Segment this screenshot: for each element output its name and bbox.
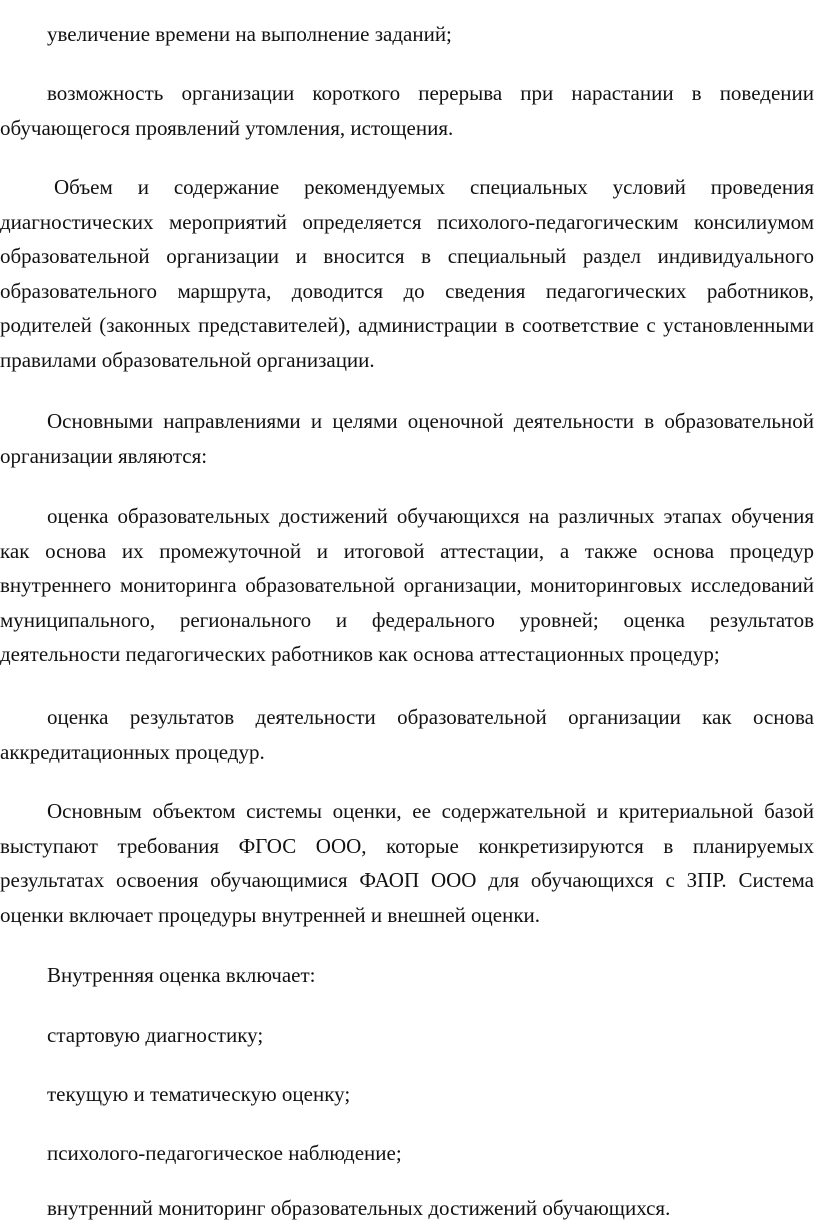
paragraph-achievement-evaluation: оценка образовательных достижений обучающихся на различных этапах обучения как основа их промежуточной и итоговой аттестации, а также основа процедур внутреннего мониторинга образовательной организации, мониторинговых исследований муниципального, регионального и федерального уровней; оценка результатов деятельности педагогических работников как основа аттестационных процедур; bbox=[0, 504, 814, 667]
list-item-internal-monitoring: внутренний мониторинг образовательных достижений обучающихся. bbox=[47, 1196, 671, 1220]
list-item-start-diagnostics: стартовую диагностику; bbox=[47, 1023, 264, 1047]
list-item-observation: психолого-педагогическое наблюдение; bbox=[47, 1141, 402, 1165]
paragraph-internal-assessment: Внутренняя оценка включает: bbox=[47, 963, 316, 987]
paragraph-assessment-directions: Основными направлениями и целями оценочной деятельности в образовательной организации являются: bbox=[0, 409, 814, 468]
list-item-current-evaluation: текущую и тематическую оценку; bbox=[47, 1082, 351, 1106]
paragraph-assessment-object: Основным объектом системы оценки, ее содержательной и критериальной базой выступают требования ФГОС ООО, которые конкретизируются в планируемых результатах освоения обучающимися ФАОП ООО для обучающихся с ЗПР. Система оценки включает процедуры внутренней и внешней оценки. bbox=[0, 799, 814, 927]
paragraph-diagnostic-conditions: Объем и содержание рекомендуемых специальных условий проведения диагностических мероприятий определяется психолого-педагогическим консилиумом образовательной организации и вносится в специальный раздел индивидуального образовательного маршрута, доводится до сведения педагогических работников, родителей (законных представителей), администрации в соответствие с установленными правилами образовательной организации. bbox=[0, 175, 814, 372]
paragraph-increased-time: увеличение времени на выполнение заданий; bbox=[47, 22, 452, 46]
paragraph-organization-evaluation: оценка результатов деятельности образовательной организации как основа аккредитационных процедур. bbox=[0, 705, 814, 764]
paragraph-short-break: возможность организации короткого перерыва при нарастании в поведении обучающегося проявлений утомления, истощения. bbox=[0, 81, 814, 140]
